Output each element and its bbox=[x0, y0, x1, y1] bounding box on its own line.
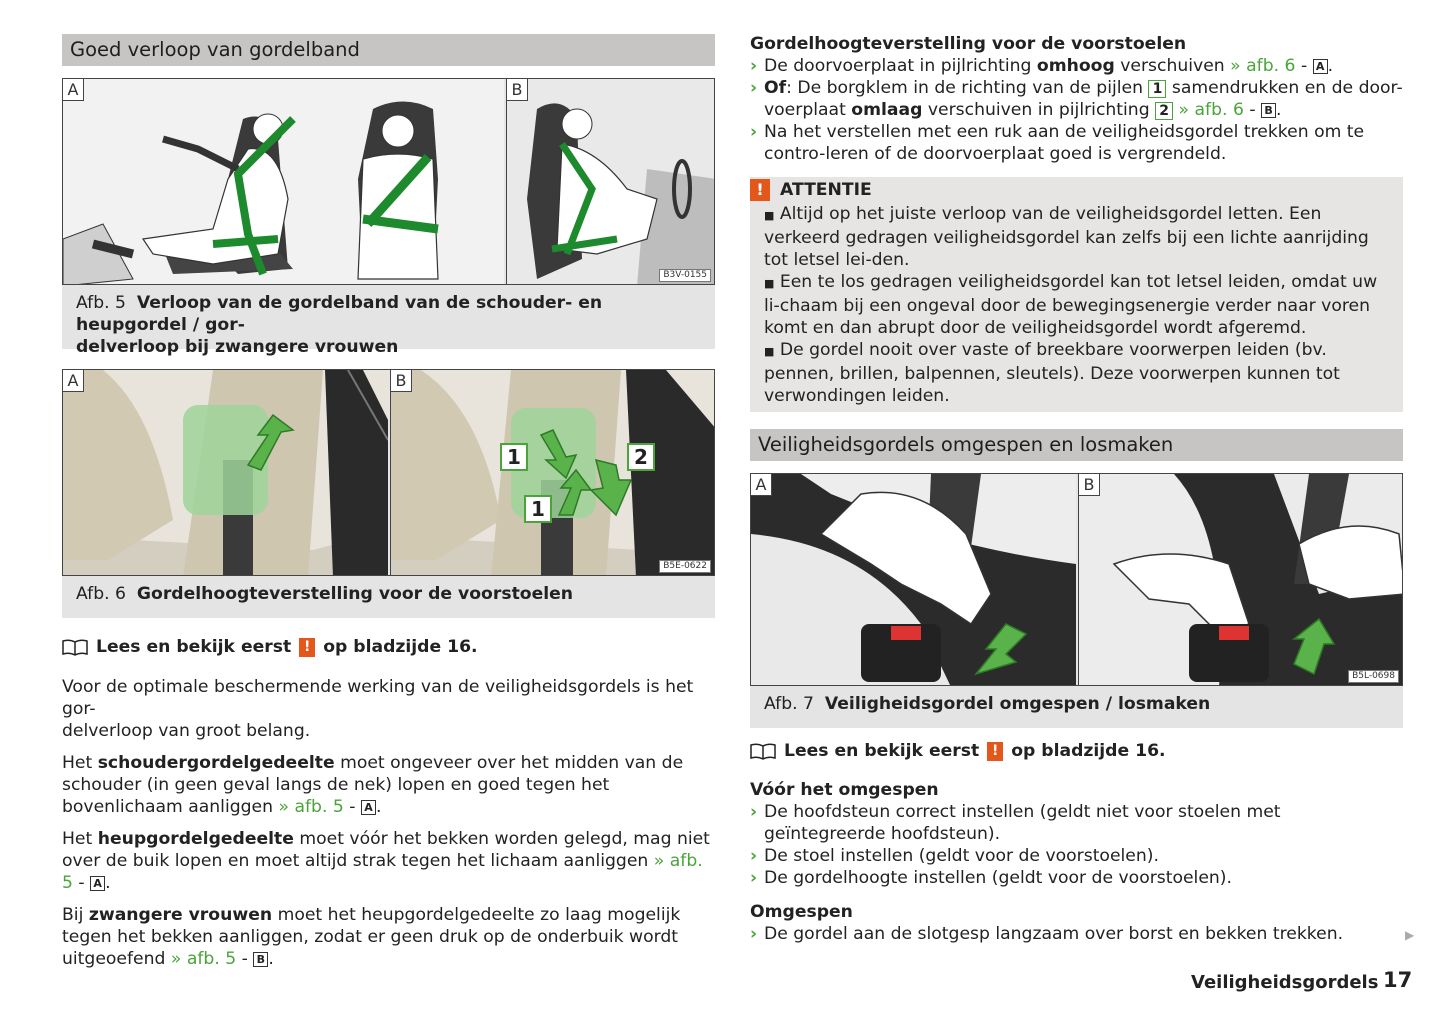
prep-step-2-text: De stoel instellen (geldt voor de voorstoelen). bbox=[764, 846, 1159, 866]
read-first-right bbox=[750, 740, 1166, 762]
belt-height-up-illustration bbox=[63, 370, 388, 575]
read-first-text: Lees en bekijk eerst bbox=[96, 637, 292, 657]
attention-item-3: ■ De gordel nooit over vaste of breekbare voorwerpen leiden (bv. pennen, brillen, balpennen, sleutels). Deze voorwerpen kunnen tot verwondingen leiden. bbox=[764, 340, 1340, 406]
p4-text-c: moet het heupgordelgedeelte zo laag mogelijk tegen het bekken aanliggen, zodat er geen druk op de onderbuik wordt uitgeoefend bbox=[62, 905, 681, 969]
attention-box bbox=[750, 177, 1403, 412]
step-3 bbox=[750, 121, 1403, 165]
figure-7-caption bbox=[750, 686, 1403, 728]
figure-6-prefix: Afb. 6 bbox=[76, 584, 126, 604]
step1-bold: omhoog bbox=[1036, 56, 1115, 76]
step2-bold: omlaag bbox=[851, 100, 923, 120]
read-first-page: op bladzijde 16. bbox=[323, 637, 478, 657]
p2-end: . bbox=[375, 797, 382, 817]
step1-dash: - bbox=[1295, 56, 1313, 76]
attention-title: ATTENTIE bbox=[780, 180, 872, 200]
step1-figure-ref[interactable]: » afb. 6 bbox=[1230, 56, 1296, 76]
p2-dash: - bbox=[343, 797, 361, 817]
panel-label-b: B bbox=[1079, 474, 1100, 496]
figure-5-panel-a bbox=[63, 79, 504, 284]
buckle-release-illustration bbox=[1079, 474, 1403, 685]
figure-6-caption bbox=[62, 576, 715, 618]
p4-text-a: Bij bbox=[62, 905, 89, 925]
figure-5-prefix: Afb. 5 bbox=[76, 293, 126, 313]
prep-step-1 bbox=[750, 801, 1403, 845]
step1-panel-box: A bbox=[1313, 59, 1328, 74]
chevron-right-icon: › bbox=[750, 78, 758, 98]
p3-text-c: moet vóór het bekken worden gelegd, mag niet over de buik lopen en moet altijd strak tegen het lichaam aanliggen bbox=[62, 829, 710, 871]
subhead-belt-height: Gordelhoogteverstelling voor de voorstoelen bbox=[750, 34, 1187, 54]
step2-mid: samendrukken en de door-voerplaat bbox=[764, 78, 1403, 120]
attention-item-2: ■ Een te los gedragen veiligheidsgordel kan tot letsel leiden, omdat uw li-chaam bij een ongeval door de bewegingsenergie verder naar voren komt en dan abrupt door de veiligheidsgordel wordt afgeremd. bbox=[764, 272, 1378, 338]
chevron-right-icon: › bbox=[750, 122, 758, 142]
figure-7-panel-b bbox=[1078, 474, 1403, 685]
p3-panel-box: A bbox=[90, 876, 105, 891]
figure-6-panel-a bbox=[63, 370, 388, 575]
step2-num-2: 2 bbox=[1155, 102, 1173, 120]
attention-text-2: Een te los gedragen veiligheidsgordel kan tot letsel leiden, omdat uw li-chaam bij een ongeval door de bewegingsenergie verder naar voren komt en dan abrupt door de veiligheidsgordel wordt afgeremd. bbox=[764, 272, 1378, 338]
book-icon bbox=[62, 638, 88, 656]
read-first-left bbox=[62, 636, 478, 658]
p2-panel-box: A bbox=[361, 800, 376, 815]
figure-5-caption-line2: delverloop bij zwangere vrouwen bbox=[76, 337, 399, 357]
subhead-fastening: Omgespen bbox=[750, 902, 853, 922]
figure-7-panel-a bbox=[751, 474, 1076, 685]
figure-6-caption-text: Gordelhoogteverstelling voor de voorstoelen bbox=[136, 584, 574, 604]
panel-label-b: B bbox=[391, 370, 412, 392]
step-2 bbox=[750, 77, 1403, 121]
paragraph-2 bbox=[62, 752, 715, 818]
p3-text-a: Het bbox=[62, 829, 98, 849]
p3-dash: - bbox=[72, 873, 91, 893]
attention-text-1: Altijd op het juiste verloop van de veiligheidsgordel letten. Een verkeerd gedragen veiligheidsgordel kan zelfs bij een lichte aanrijding tot letsel lei-den. bbox=[764, 204, 1369, 270]
steps-belt-height bbox=[750, 55, 1403, 165]
prep-step-1-text: De hoofdsteun correct instellen (geldt niet voor stoelen met geïntegreerde hoofdsteun). bbox=[764, 802, 1281, 844]
paragraph-4 bbox=[62, 904, 715, 970]
subhead-before-fastening: Vóór het omgespen bbox=[750, 780, 939, 800]
p3-figure-ref[interactable]: » afb. 5 bbox=[62, 851, 703, 893]
footer-chapter-title: Veiligheidsgordels bbox=[1191, 972, 1379, 993]
p4-dash: - bbox=[236, 949, 254, 969]
attention-item-1: ■ Altijd op het juiste verloop van de veiligheidsgordel letten. Een verkeerd gedragen veiligheidsgordel kan zelfs bij een lichte aanrijding tot letsel lei-den. bbox=[764, 204, 1369, 270]
step2-end: . bbox=[1276, 100, 1282, 120]
step2-num-1: 1 bbox=[1148, 80, 1166, 98]
chevron-right-icon: › bbox=[750, 924, 758, 944]
step2-text: : De borgklem in de richting van de pijlen bbox=[786, 78, 1149, 98]
chevron-right-icon: › bbox=[750, 802, 758, 822]
steps-before-fastening bbox=[750, 801, 1403, 889]
chevron-right-icon: › bbox=[750, 56, 758, 76]
prep-step-3-text: De gordelhoogte instellen (geldt voor de voorstoelen). bbox=[764, 868, 1232, 888]
figure-5-code: B3V-0155 bbox=[659, 269, 711, 282]
figure-5-caption bbox=[62, 285, 715, 357]
step2-figure-ref[interactable]: » afb. 6 bbox=[1173, 100, 1244, 120]
figure-7-caption-text: Veiligheidsgordel omgespen / losmaken bbox=[824, 694, 1211, 714]
fasten-step-1-text: De gordel aan de slotgesp langzaam over borst en bekken trekken. bbox=[764, 924, 1344, 944]
paragraph-3 bbox=[62, 828, 715, 894]
page-number: 17 bbox=[1383, 968, 1413, 992]
p4-figure-ref[interactable]: » afb. 5 bbox=[170, 949, 237, 969]
step1-end: . bbox=[1327, 56, 1334, 76]
buckle-fasten-illustration bbox=[751, 474, 1076, 685]
marker-2: 2 bbox=[627, 443, 655, 471]
step-1 bbox=[750, 55, 1403, 77]
chevron-right-icon: › bbox=[750, 868, 758, 888]
panel-label-a: A bbox=[751, 474, 772, 496]
step3-text: Na het verstellen met een ruk aan de veiligheidsgordel trekken om te contro-leren of de doorvoerplaat goed is vergrendeld. bbox=[764, 122, 1365, 164]
section-title-belt-routing: Goed verloop van gordelband bbox=[62, 34, 715, 66]
figure-6-code: B5E-0622 bbox=[659, 560, 711, 573]
warning-icon: ! bbox=[299, 638, 315, 657]
figure-7-code: B5L-0698 bbox=[1348, 670, 1399, 683]
attention-header bbox=[750, 177, 1389, 203]
next-page-triangle-icon: ▶ bbox=[1405, 928, 1415, 942]
step1-text: De doorvoerplaat in pijlrichting bbox=[764, 56, 1037, 76]
chevron-right-icon: › bbox=[750, 846, 758, 866]
step1-text-c: verschuiven bbox=[1114, 56, 1231, 76]
p2-text-a: Het bbox=[62, 753, 98, 773]
p4-bold: zwangere vrouwen bbox=[88, 905, 273, 925]
panel-label-a: A bbox=[63, 79, 84, 101]
fasten-step-1 bbox=[750, 923, 1403, 945]
figure-7-prefix: Afb. 7 bbox=[764, 694, 814, 714]
pregnant-seatbelt-illustration bbox=[507, 79, 715, 284]
step2-text-c: verschuiven in pijlrichting bbox=[922, 100, 1156, 120]
p3-bold: heupgordelgedeelte bbox=[97, 829, 294, 849]
paragraph-1: Voor de optimale beschermende werking van de veiligheidsgordels is het gor- delverloop van groot belang. bbox=[62, 677, 694, 741]
prep-step-3 bbox=[750, 867, 1403, 889]
step2-or: Of bbox=[764, 78, 787, 98]
marker-1-bottom: 1 bbox=[524, 495, 552, 523]
p3-end: . bbox=[105, 873, 111, 893]
panel-label-b: B bbox=[507, 79, 528, 101]
panel-label-a: A bbox=[63, 370, 84, 392]
read-first-page: op bladzijde 16. bbox=[1011, 741, 1166, 761]
p2-text-c: moet ongeveer over het midden van de schouder (in geen geval langs de nek) lopen en goed tegen het bovenlichaam aanliggen bbox=[62, 753, 684, 817]
steps-fastening bbox=[750, 923, 1403, 945]
attention-text-3: De gordel nooit over vaste of breekbare voorwerpen leiden (bv. pennen, brillen, balpennen, sleutels). Deze voorwerpen kunnen tot verwondingen leiden. bbox=[764, 340, 1340, 406]
section-title-buckle: Veiligheidsgordels omgespen en losmaken bbox=[750, 429, 1403, 461]
body-text-left bbox=[62, 676, 715, 970]
p2-bold: schoudergordelgedeelte bbox=[97, 753, 335, 773]
warning-icon: ! bbox=[987, 742, 1003, 761]
step2-panel-box: B bbox=[1261, 103, 1276, 118]
warning-icon: ! bbox=[750, 179, 770, 201]
figure-5-panel-b bbox=[506, 79, 715, 284]
book-icon bbox=[750, 742, 776, 760]
p4-panel-box: B bbox=[253, 952, 268, 967]
p2-figure-ref[interactable]: » afb. 5 bbox=[278, 797, 344, 817]
seatbelt-side-front-illustration bbox=[63, 79, 504, 284]
figure-7-image bbox=[750, 473, 1403, 686]
figure-5-image bbox=[62, 78, 715, 285]
marker-1-top: 1 bbox=[500, 443, 528, 471]
prep-step-2 bbox=[750, 845, 1403, 867]
figure-5-caption-line1: Verloop van de gordelband van de schouder- en heupgordel / gor- bbox=[76, 293, 603, 335]
figure-6-image bbox=[62, 369, 715, 576]
p4-end: . bbox=[268, 949, 274, 969]
figure-6-panel-b bbox=[390, 370, 715, 575]
read-first-text: Lees en bekijk eerst bbox=[784, 741, 980, 761]
step2-dash: - bbox=[1243, 100, 1262, 120]
belt-height-down-illustration bbox=[391, 370, 715, 575]
